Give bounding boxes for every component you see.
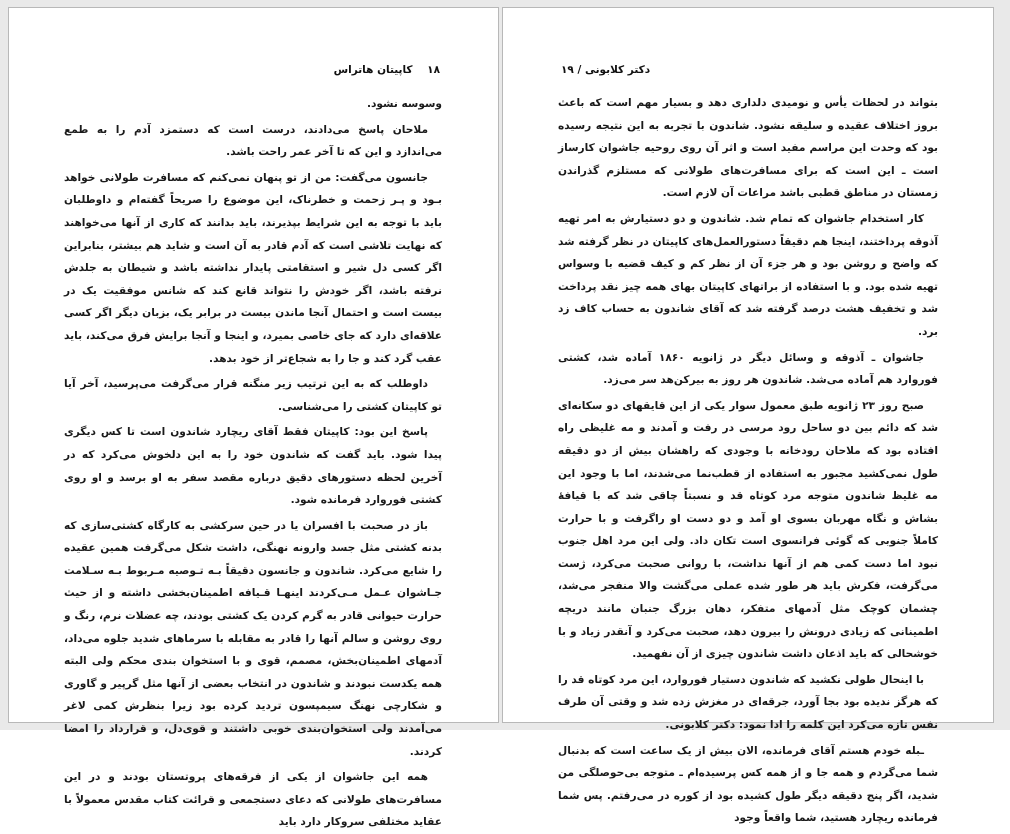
page-19 bbox=[502, 7, 994, 825]
paragraph: پاسخ این بود: کاپیتان فقط آقای ریچارد شاندون است تا کس دیگری پیدا شود. باید گفت که شاندون خود را به این دلخوش می‌کرد که در آخرین لحظه دستورهای دقیق درباره مقصد سفر به او برسد و او روی کشتی فوروارد فرمانده شود. bbox=[64, 426, 442, 507]
paragraph: بتواند در لحظات یأس و نومیدی دلداری دهد و بسیار مهم است که باعث بروز اختلاف عقیده و سلیقه نشود. شاندون با تجربه به این نتیجه رسیده بود که وحدت این مراسم مفید است و اثر آن روی روحیه جاشوان کارساز است ـ این است که برای مسافرت‌های طولانی که مستلزم گذراندن زمستان در مناطق قطبی باشد مراعات آن لازم است. bbox=[558, 97, 938, 200]
running-title: کاپیتان هاتراس bbox=[333, 64, 413, 76]
page-header bbox=[334, 64, 440, 76]
paragraph: با اینحال طولی نکشید که شاندون دستیار فوروارد، این مرد کوتاه قد را که هرگز ندیده بود بجا آورد، جرقه‌ای در مغزش زده شد و وقتی آن طرف نفس تازه می‌کرد این کلمه را ادا نمود: دکتر کلابونی. bbox=[558, 673, 938, 732]
paragraph: ملاحان پاسخ می‌دادند، درست است که دستمزد آدم را به طمع می‌اندازد و این که تا آخر عمر راحت باشد. bbox=[64, 123, 442, 159]
page-header: دکتر کلابونی / ۱۹ bbox=[561, 64, 651, 76]
page-body bbox=[558, 92, 938, 830]
page-number: ۱۹ bbox=[561, 64, 574, 76]
paragraph: داوطلب که به این ترتیب زیر منگنه قرار می‌گرفت می‌پرسید، آخر آیا تو کاپیتان کشتی را می‌شناسی. bbox=[64, 378, 442, 413]
paragraph: وسوسه نشود. bbox=[366, 98, 442, 110]
page-number: ۱۸ bbox=[427, 64, 440, 76]
paragraph: همه این جاشوان از یکی از فرقه‌های پروتستان بودند و در این مسافرت‌های طولانی که دعای دستجمعی و قرائت کتاب مقدس معمولاً با عقاید مختلفی سروکار دارد باید bbox=[64, 771, 442, 829]
paragraph: ـبله خودم هستم آقای فرمانده، الان بیش از یک ساعت است که بدنبال شما می‌گردم و همه جا و از همه کس پرسیده‌ام ـ متوجه بی‌حوصلگی من شدید، اگر پنج دقیقه دیگر طول کشیده بود از کوره در می‌رفتم. پس شما فرمانده ریچارد هستید، شما واقعاً وجود bbox=[558, 744, 938, 825]
paragraph: صبح روز ۲۳ ژانویه طبق معمول سوار یکی از این قایقهای دو سکانه‌ای شد که دائم بین دو ساحل رود مرسی در رفت و آمدند و مه غلیظی راه افتاده بود که ملاحان رودخانه با وجودی که راهشان بیش از دو دقیقه طول نمی‌کشید مجبور به استفاده از قطب‌نما می‌شدند، اما با وجود این مه غلیظ شاندون متوجه مرد کوتاه قد و نسبتاً چاقی شد که با قیافهٔ بشاش و نگاه مهربان بسوی او آمد و دو دست او راگرفت و با حرارت کاملاً جنوبی که گوئی فرانسوی است تکان داد. ولی این مرد اهل جنوب نبود اما دست کمی هم از آنها نداشت، با روانی صحبت می‌کرد، ژست می‌گرفت، فکرش باید هر طور شده عملی می‌گشت والا منفجر می‌شد، چشمان کوچک مثل آدمهای متفکر، دهان بزرگ جنبان مانند دریچه اطمینانی که زیادی درونش را بیرون دهد، صحبت می‌کرد و آنقدر زیاد و با خوشحالی که باید اذعان داشت شاندون چیزی از آن نفهمید. bbox=[558, 399, 938, 661]
paragraph: باز در صحبت با افسران یا در حین سرکشی به کارگاه کشتی‌سازی که بدنه کشتی مثل جسد وارونه نهنگی، داشت شکل می‌گرفت همین عقیده را شایع می‌کرد. شاندون و جانسون دقیقاً بـه تـوصیه مـربوط بـه سـلامت جـاشوان عـمل مـی‌کردند اینهـا قـیافه اطمینان‌بخشی داشته و از حیث حرارت حیوانی قادر به گرم کردن یک کشتی بودند، چه عضلات نرم، رنگ و روی روشن و سالم آنها را قادر به مقابله با سرماهای شدید جلوه می‌داد، آدمهای اطمینان‌بخش، مصمم، قوی و با استخوان بندی محکم ولی البته همه یکدست نبودند و شاندون در انتخاب بعضی از آنها مثل گرپیر و گاوری و شکارچی نهنگ سیمپسون تردید کرده بود زیرا بنظرش کمی لاغر می‌آمدند ولی استخوان‌بندی خوبی داشتند و قوی‌دل، و قرارداد را امضا کردند. bbox=[64, 519, 442, 758]
paragraph: جانسون می‌گفت: من از تو پنهان نمی‌کنم که مسافرت طولانی خواهد بـود و پـر زحمت و خطرناک، این موضوع را صریحاً گفته‌ام و داوطلبان باید با توجه به این شرایط بپذیرند، باید بدانند که کاری از آنها می‌خواهند که نهایت تلاشی است که آدم قادر به آن است و شاید هم بیشتر، بنابراین اگر کسی دل شیر و استقامتی پایدار نداشته باشد و شیطان به جلدش نرفته باشد، اگر خودش را نتواند قانع کند که شانس موفقیت یک در بیست است و احتمال آنجا ماندن بیست در برابر یک، بزبان دیگر اگر کسی علاقه‌ای دارد که جای خاصی بمیرد، و اینجا و آنجا برایش فرق می‌کند، باید عقب گرد کند و جا را به شجاع‌تر از خود بدهد. bbox=[64, 171, 442, 365]
running-title: دکتر کلابونی bbox=[584, 64, 651, 76]
page-18 bbox=[8, 7, 499, 829]
paragraph: کار استخدام جاشوان که تمام شد. شاندون و دو دستیارش به امر تهیه آذوقه پرداختند، اینجا هم دقیقاً دستورالعمل‌های کاپیتان در نظر گرفته شد که واضح و روشن بود و هر جزء آن از نظر کم و کیف قضیه با وسواس تهیه شده بود. و با استفاده از براتهای کاپیتان بهای همه چیز نقد پرداخت شد و تخفیف هشت درصد گرفته شد که آقای شاندون به حساب کاف زد برد. bbox=[558, 212, 938, 338]
paragraph: جاشوان ـ آذوقه و وسائل دیگر در ژانویه ۱۸۶۰ آماده شد، کشتی فوروارد هم آماده می‌شد. شاندون هر روز به بیرکن‌هد سر می‌زد. bbox=[558, 351, 938, 387]
page-body bbox=[64, 93, 442, 834]
